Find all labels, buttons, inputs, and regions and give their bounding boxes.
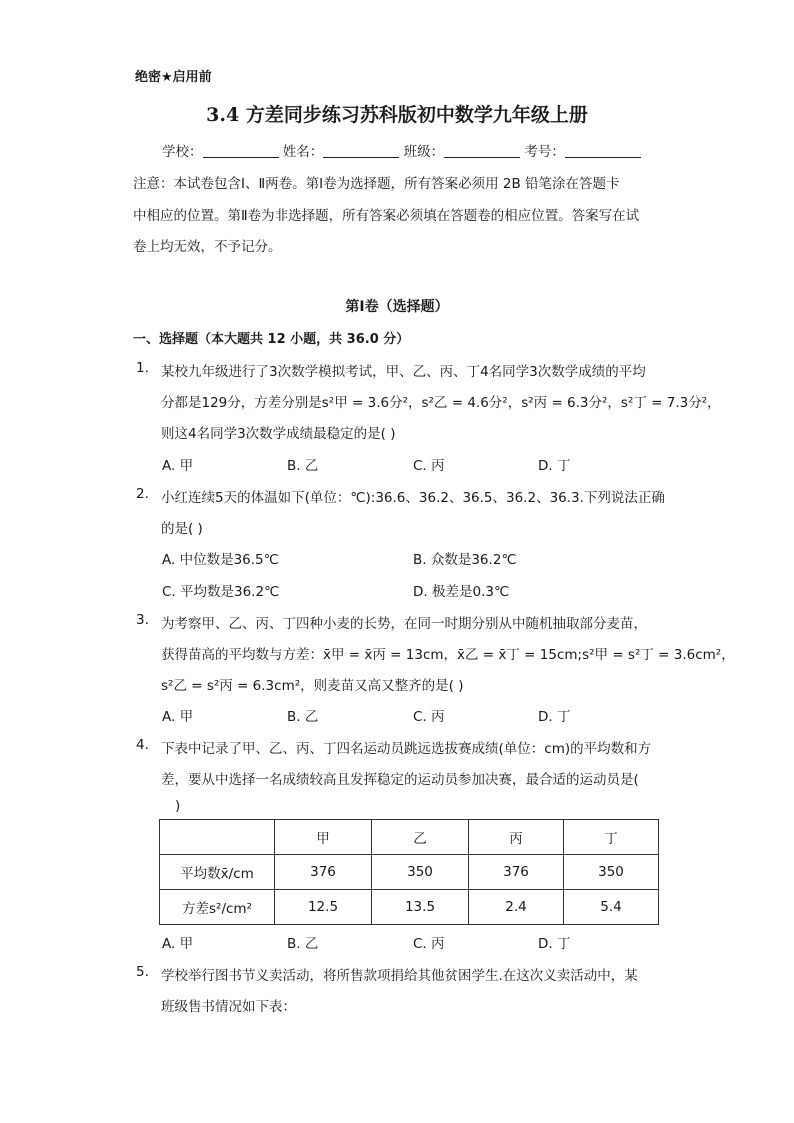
table-cell: 5.4 bbox=[564, 890, 659, 925]
notice-line-3: 卷上均无效，不予记分。 bbox=[133, 239, 282, 255]
question-5-line-1: 学校举行图书节义卖活动，将所售款项捐给其他贫困学生.在这次义卖活动中，某 bbox=[161, 968, 638, 984]
page-title: 3.4 方差同步练习苏科版初中数学九年级上册 bbox=[206, 104, 588, 126]
table-cell: 350 bbox=[564, 855, 659, 890]
question-3-line-1: 为考察甲、乙、丙、丁四种小麦的长势，在同一时期分别从中随机抽取部分麦苗， bbox=[161, 616, 647, 632]
table-cell: 乙 bbox=[372, 820, 469, 855]
question-4-line-1: 下表中记录了甲、乙、丙、丁四名运动员跳远选拔赛成绩(单位：cm)的平均数和方 bbox=[161, 741, 652, 757]
question-4-line-2: 差，要从中选择一名成绩较高且发挥稳定的运动员参加决赛，最合适的运动员是( bbox=[161, 772, 639, 788]
question-number: 3. bbox=[136, 612, 149, 628]
question-1-line-2: 分都是129分，方差分别是s²甲 = 3.6分²，s²乙 = 4.6分²，s²丙 = 6.3分²，s²丁 = 7.3分²， bbox=[161, 395, 721, 411]
part-title: 一、选择题（本大题共 12 小题，共 36.0 分） bbox=[133, 332, 410, 347]
question-number: 4. bbox=[136, 737, 149, 753]
option-b[interactable]: B. 乙 bbox=[287, 458, 319, 474]
table-cell: 13.5 bbox=[372, 890, 469, 925]
question-number: 1. bbox=[136, 360, 149, 376]
question-number: 5. bbox=[136, 964, 149, 980]
secret-label: 绝密★启用前 bbox=[135, 70, 212, 85]
exam-no-label: 考号： bbox=[524, 144, 565, 160]
table-row bbox=[160, 855, 659, 890]
question-5-line-2: 班级售书情况如下表： bbox=[161, 999, 296, 1015]
table-cell: 甲 bbox=[275, 820, 372, 855]
option-a[interactable]: A. 中位数是36.5℃ bbox=[162, 552, 279, 568]
question-1-line-3: 则这4名同学3次数学成绩最稳定的是( ) bbox=[161, 426, 396, 442]
athlete-table bbox=[159, 819, 659, 925]
table-cell: 丙 bbox=[469, 820, 564, 855]
table-cell: 平均数x̄/cm bbox=[160, 855, 275, 890]
table-cell: 376 bbox=[469, 855, 564, 890]
option-c[interactable]: C. 丙 bbox=[413, 458, 445, 474]
option-a[interactable]: A. 甲 bbox=[162, 936, 194, 952]
option-c[interactable]: C. 丙 bbox=[413, 936, 445, 952]
school-label: 学校： bbox=[162, 144, 203, 160]
name-label: 姓名： bbox=[282, 144, 324, 160]
question-2-line-1: 小红连续5天的体温如下(单位：℃):36.6、36.2、36.5、36.2、36.3.下列说法正确 bbox=[161, 490, 665, 506]
option-d[interactable]: D. 极差是0.3℃ bbox=[413, 584, 510, 600]
table-cell: 丁 bbox=[564, 820, 659, 855]
option-b[interactable]: B. 众数是36.2℃ bbox=[413, 552, 517, 568]
name-field[interactable] bbox=[323, 143, 399, 158]
question-number: 2. bbox=[136, 486, 149, 502]
question-3-line-2: 获得苗高的平均数与方差：x̄甲 = x̄丙 = 13cm，x̄乙 = x̄丁 = 15cm;s²甲 = s²丁 = 3.6cm²， bbox=[161, 647, 735, 663]
question-3-line-3: s²乙 = s²丙 = 6.3cm²，则麦苗又高又整齐的是( ) bbox=[161, 678, 464, 694]
option-d[interactable]: D. 丁 bbox=[538, 458, 571, 474]
student-info-row bbox=[162, 140, 641, 160]
table-cell bbox=[160, 820, 275, 855]
table-cell: 2.4 bbox=[469, 890, 564, 925]
class-label: 班级： bbox=[403, 144, 445, 160]
option-b[interactable]: B. 乙 bbox=[287, 936, 319, 952]
option-d[interactable]: D. 丁 bbox=[538, 709, 571, 725]
option-d[interactable]: D. 丁 bbox=[538, 936, 571, 952]
option-a[interactable]: A. 甲 bbox=[162, 458, 194, 474]
option-a[interactable]: A. 甲 bbox=[162, 709, 194, 725]
section-title: 第Ⅰ卷（选择题） bbox=[345, 299, 449, 315]
question-4-line-3: ) bbox=[175, 798, 181, 814]
option-c[interactable]: C. 平均数是36.2℃ bbox=[162, 584, 280, 600]
option-b[interactable]: B. 乙 bbox=[287, 709, 319, 725]
question-1-line-1: 某校九年级进行了3次数学模拟考试，甲、乙、丙、丁4名同学3次数学成绩的平均 bbox=[161, 364, 646, 380]
notice-line-1: 注意：本试卷包含Ⅰ、Ⅱ两卷。第Ⅰ卷为选择题，所有答案必须用 2B 铅笔涂在答题卡 bbox=[133, 176, 620, 192]
question-2-line-2: 的是( ) bbox=[161, 521, 203, 537]
exam-no-field[interactable] bbox=[565, 143, 641, 158]
table-header-row bbox=[160, 820, 659, 855]
school-field[interactable] bbox=[203, 143, 279, 158]
class-field[interactable] bbox=[444, 143, 520, 158]
table-cell: 350 bbox=[372, 855, 469, 890]
table-cell: 12.5 bbox=[275, 890, 372, 925]
table-row bbox=[160, 890, 659, 925]
notice-line-2: 中相应的位置。第Ⅱ卷为非选择题，所有答案必须填在答题卷的相应位置。答案写在试 bbox=[133, 208, 640, 224]
table-cell: 376 bbox=[275, 855, 372, 890]
table-cell: 方差s²/cm² bbox=[160, 890, 275, 925]
option-c[interactable]: C. 丙 bbox=[413, 709, 445, 725]
